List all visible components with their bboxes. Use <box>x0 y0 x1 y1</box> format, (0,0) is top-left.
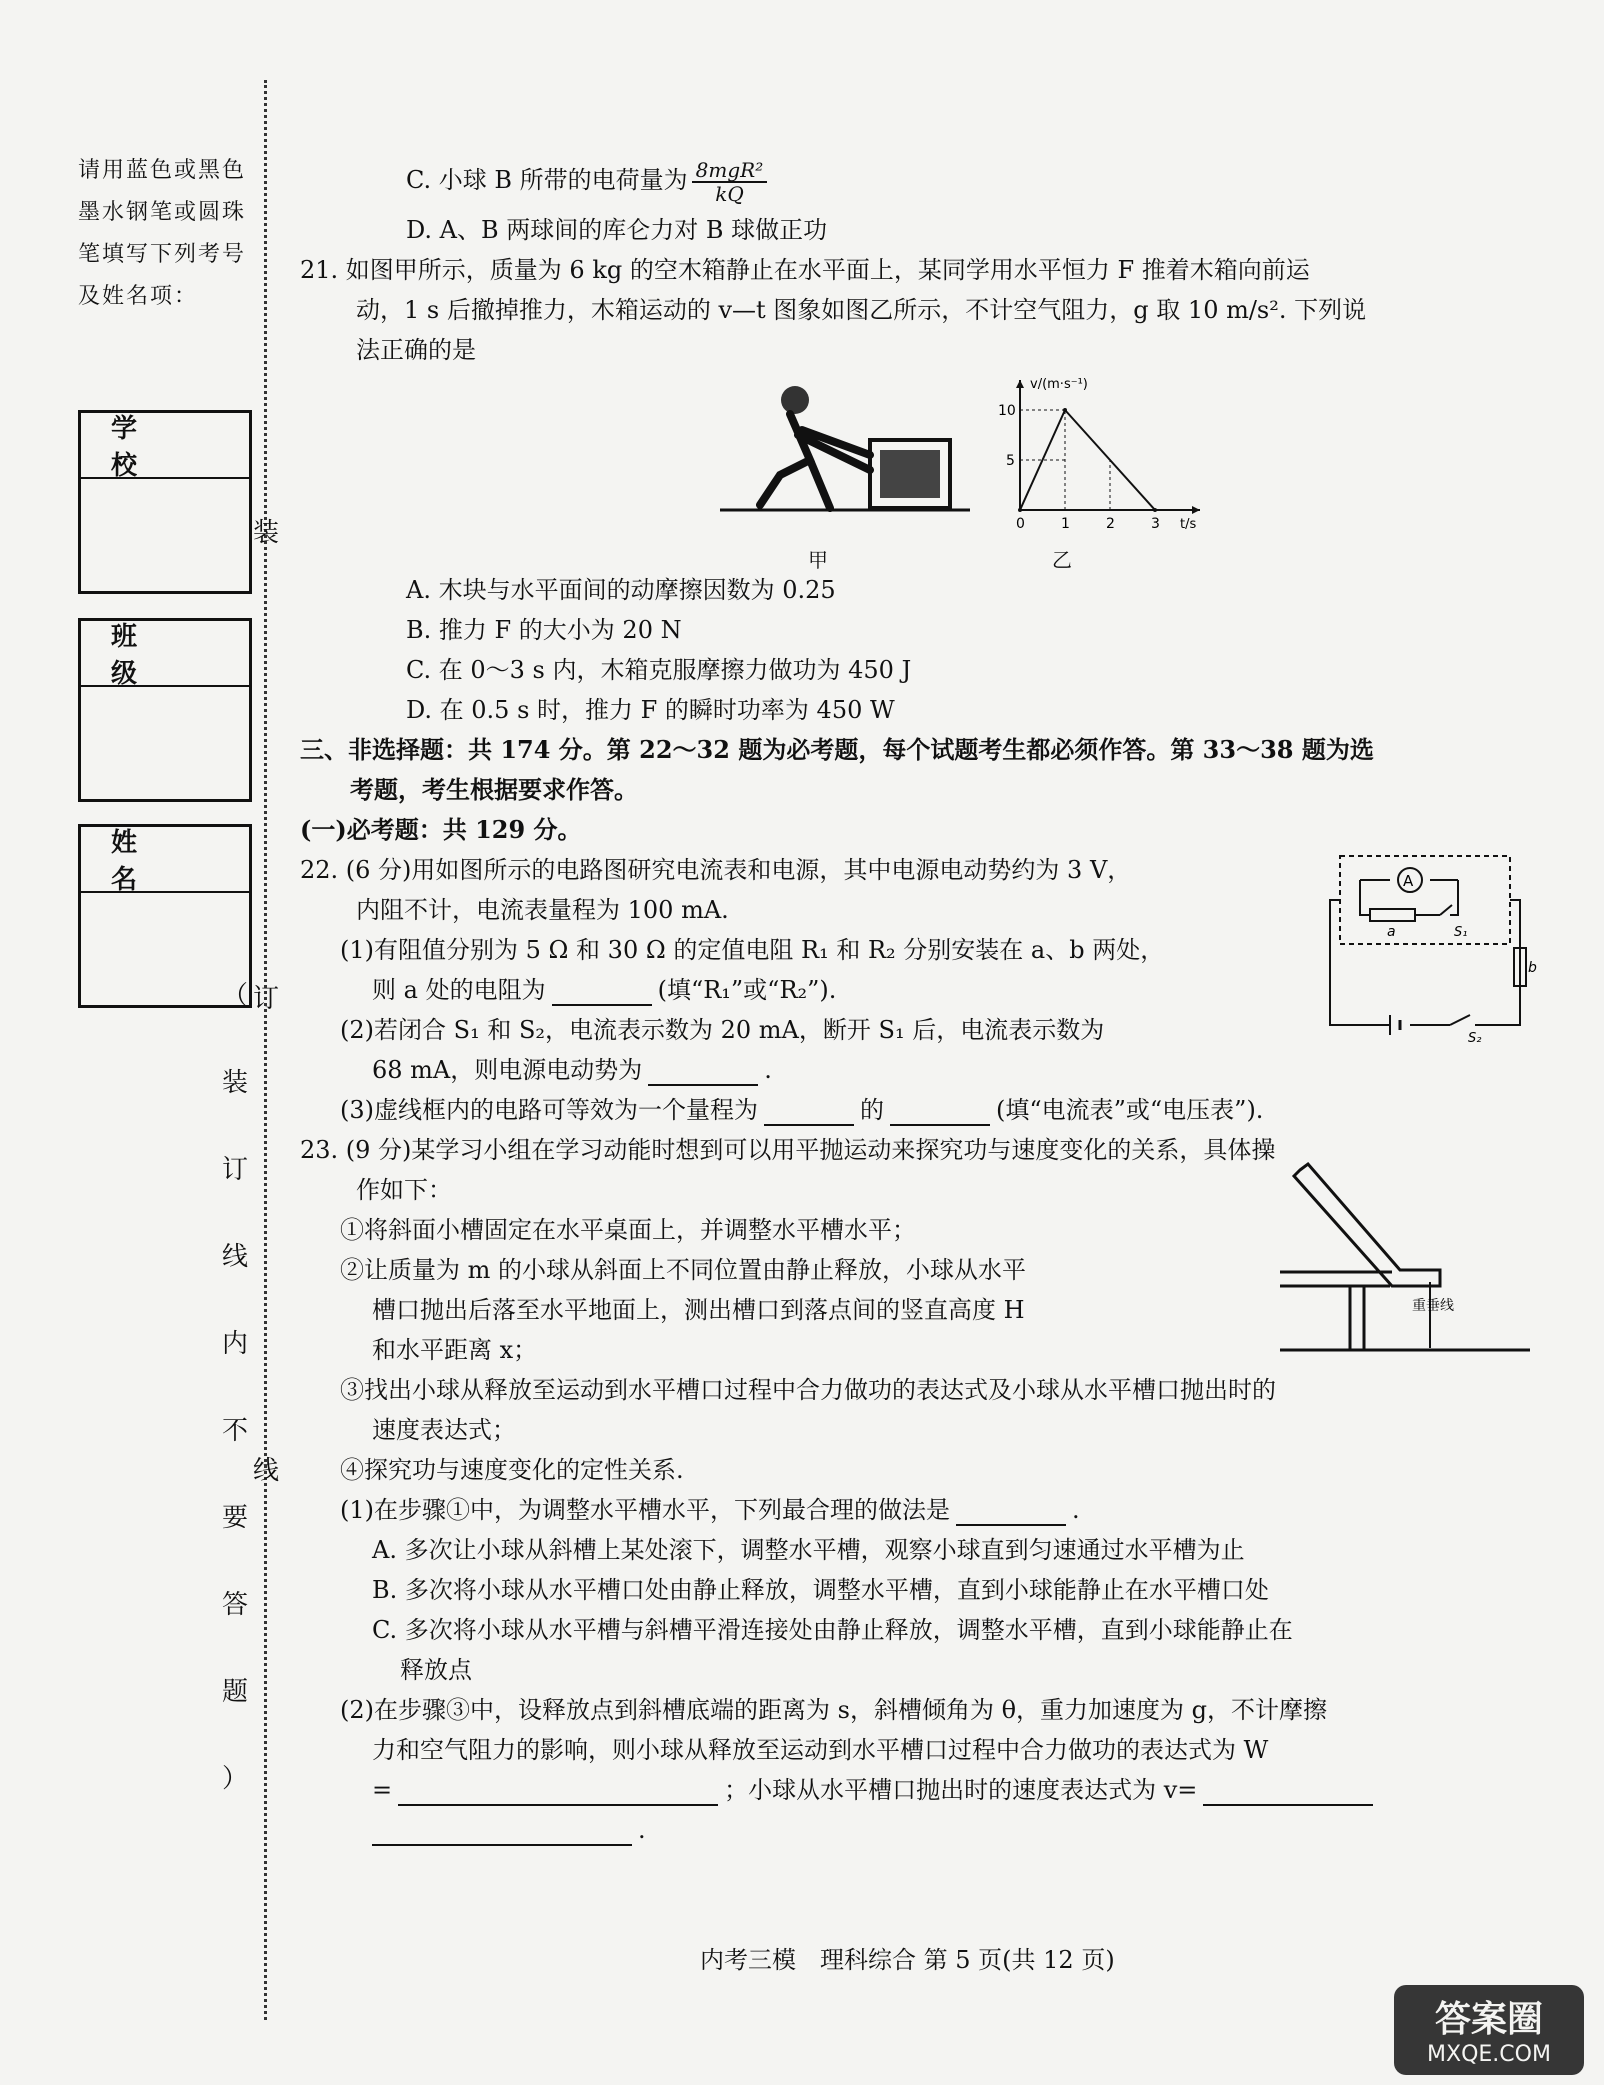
q23-apparatus-diagram <box>1280 1160 1530 1360</box>
warning-char: 装 <box>221 1068 248 1098</box>
q21-line: 法正确的是 <box>356 336 476 364</box>
switch-s2-icon <box>1450 1015 1470 1025</box>
q21-option-c: C. 在 0～3 s 内，木箱克服摩擦力做功为 450 J <box>406 656 912 684</box>
answer-blank[interactable] <box>648 1058 758 1086</box>
q23-step: ③找出小球从释放至运动到水平槽口过程中合力做功的表达式及小球从水平槽口抛出时的 <box>340 1376 1276 1404</box>
q23-step: ②让质量为 m 的小球从斜面上不同位置由静止释放，小球从水平 <box>340 1256 1027 1284</box>
q22-circuit-diagram <box>1330 850 1537 1046</box>
svg-text:b: b <box>1528 960 1537 976</box>
q23-step: ①将斜面小槽固定在水平桌面上，并调整水平槽水平； <box>340 1216 916 1244</box>
section3-heading: 考题，考生根据要求作答。 <box>350 775 638 804</box>
q21-line: 动，1 s 后撤掉推力，木箱运动的 v—t 图象如图乙所示，不计空气阻力，g 取 10 m/s². 下列说 <box>356 296 1367 324</box>
answer-blank[interactable] <box>1203 1778 1373 1806</box>
fraction-numerator: 8mgR² <box>692 159 768 183</box>
school-label: 学 校 <box>81 413 249 479</box>
q22-line: 内阻不计，电流表量程为 100 mA. <box>356 896 729 924</box>
q23-line: 23. (9 分)某学习小组在学习动能时想到可以用平抛运动来探究功与速度变化的关系，具体操 <box>300 1136 1276 1164</box>
y-tick-label: 10 <box>998 403 1016 419</box>
q23-line: 作如下： <box>356 1176 452 1204</box>
warning-char: 不 <box>221 1416 248 1446</box>
page-footer: 内考三模 理科综合 第 5 页(共 12 页) <box>700 1946 1115 1974</box>
answer-blank[interactable] <box>764 1098 854 1126</box>
warning-char: 订 <box>221 1155 248 1185</box>
velocity-point <box>1018 508 1022 512</box>
svg-text:A: A <box>1403 872 1414 890</box>
answer-blank[interactable] <box>372 1818 632 1846</box>
q23-part2: = ；小球从水平槽口抛出时的速度表达式为 v= <box>300 1770 1530 1810</box>
fraction-denominator: kQ <box>715 181 744 206</box>
charge-fraction <box>692 159 768 205</box>
q23-option-c: C. 多次将小球从水平槽与斜槽平滑连接处由静止释放，调整水平槽，直到小球能静止在 <box>372 1616 1293 1644</box>
school-field[interactable] <box>81 479 249 591</box>
binding-char: 线 <box>253 1456 280 1486</box>
q23-part2: 力和空气阻力的影响，则小球从释放至运动到水平槽口过程中合力做功的表达式为 W <box>372 1736 1269 1764</box>
warning-char: 答 <box>221 1590 248 1620</box>
class-field[interactable] <box>81 687 249 799</box>
q22-line: (2)若闭合 S₁ 和 S₂，电流表示数为 20 mA，断开 S₁ 后，电流表示数为 <box>340 1016 1105 1044</box>
q23-step: 速度表达式； <box>372 1416 516 1444</box>
y-axis-label: v/(m·s⁻¹) <box>1030 377 1088 392</box>
question-area <box>300 150 1537 1850</box>
svg-text:S₂: S₂ <box>1468 1031 1482 1046</box>
velocity-point <box>1153 508 1157 512</box>
plumb-line-label: 重垂线 <box>1412 1298 1454 1314</box>
vertical-warning <box>215 975 255 1845</box>
q23-part1: (1)在步骤①中，为调整水平槽水平，下列最合理的做法是 . <box>340 1496 1080 1524</box>
instruction-line: 请用蓝色或黑色 <box>78 158 247 183</box>
q22 <box>300 850 1537 1130</box>
x-axis-label: t/s <box>1180 517 1197 532</box>
x-tick-label: 2 <box>1106 516 1115 532</box>
q22-line: 68 mA，则电源电动势为 . <box>372 1056 772 1084</box>
q23-option-a: A. 多次让小球从斜槽上某处滚下，调整水平槽，观察小球直到匀速通过水平槽为止 <box>372 1536 1245 1564</box>
q21-figures <box>300 370 1530 570</box>
class-label: 班 级 <box>81 621 249 687</box>
q22-line: 22. (6 分)用如图所示的电路图研究电流表和电源，其中电源电动势约为 3 V， <box>300 856 1132 884</box>
instruction-line: 墨水钢笔或圆珠 <box>78 200 247 225</box>
q23-option-b: B. 多次将小球从水平槽口处由静止释放，调整水平槽，直到小球能静止在水平槽口处 <box>372 1576 1269 1604</box>
warning-char: 题 <box>221 1677 248 1707</box>
warning-char: 内 <box>221 1329 248 1359</box>
velocity-point <box>1063 408 1067 412</box>
school-box <box>78 410 252 594</box>
y-tick-label: 5 <box>1006 453 1015 469</box>
answer-blank[interactable] <box>398 1778 718 1806</box>
warning-char: 要 <box>221 1503 248 1533</box>
watermark-logo: 答案圈 MXQE.COM <box>1394 1985 1584 2075</box>
binding-line <box>264 80 267 2020</box>
q23-part2: . <box>300 1810 1530 1850</box>
q21-line: 21. 如图甲所示，质量为 6 kg 的空木箱静止在水平面上，某同学用水平恒力 F 推着木箱向前运 <box>300 256 1310 284</box>
q20-option-c: C. 小球 B 所带的电荷量为 $\frac{\text{8mgR²}}{kQ}$ <box>300 150 1530 210</box>
q23-step: 槽口抛出后落至水平地面上，测出槽口到落点间的竖直高度 H <box>372 1296 1025 1324</box>
figure-jia <box>720 380 980 530</box>
svg-text:a: a <box>1387 924 1396 940</box>
q20-option-d: D. A、B 两球间的库仑力对 B 球做正功 <box>406 216 828 244</box>
figure-jia-label: 甲 <box>808 548 828 572</box>
q23 <box>300 1130 1530 1850</box>
svg-text:S₁: S₁ <box>1454 925 1468 940</box>
class-box <box>78 618 252 802</box>
section3-heading: 三、非选择题：共 174 分。第 22～32 题为必考题，每个试题考生都必须作答。第 33～38 题为选 <box>300 735 1374 764</box>
instruction-line: 笔填写下列考号 <box>78 242 247 267</box>
q23-part2: (2)在步骤③中，设释放点到斜槽底端的距离为 s，斜槽倾角为 θ，重力加速度为 g，不计摩擦 <box>340 1696 1328 1724</box>
answer-blank[interactable] <box>956 1498 1066 1526</box>
switch-s1-icon <box>1440 905 1452 915</box>
q21-option-a: A. 木块与水平面间的动摩擦因数为 0.25 <box>406 576 836 604</box>
q22-line: (3)虚线框内的电路可等效为一个量程为 的 (填“电流表”或“电压表”). <box>340 1096 1264 1124</box>
warning-char: （ <box>221 981 248 1011</box>
resistor-a-icon <box>1370 909 1415 921</box>
q22-line: 则 a 处的电阻为 (填“R₁”或“R₂”). <box>372 976 837 1004</box>
instruction-line: 及姓名项： <box>78 284 199 309</box>
q23-option-c: 释放点 <box>400 1656 472 1684</box>
figure-yi-vt-graph <box>980 370 1210 530</box>
name-label: 姓 名 <box>81 827 249 893</box>
section3-sub: (一)必考题：共 129 分。 <box>300 815 582 844</box>
x-tick-label: 0 <box>1016 516 1025 532</box>
answer-blank[interactable] <box>890 1098 990 1126</box>
answer-blank[interactable] <box>552 978 652 1006</box>
x-tick-label: 1 <box>1061 516 1070 532</box>
q21-option-b: B. 推力 F 的大小为 20 N <box>406 616 682 644</box>
binding-char: 装 <box>253 518 280 548</box>
q21-option-d: D. 在 0.5 s 时，推力 F 的瞬时功率为 450 W <box>406 696 895 724</box>
figure-yi-label: 乙 <box>1052 548 1072 572</box>
instruction-note <box>78 150 248 318</box>
q23-step: 和水平距离 x； <box>372 1336 538 1364</box>
x-tick-label: 3 <box>1151 516 1160 532</box>
warning-char: ） <box>221 1764 248 1794</box>
binding-char: 订 <box>253 984 280 1014</box>
q22-line: (1)有阻值分别为 5 Ω 和 30 Ω 的定值电阻 R₁ 和 R₂ 分别安装在 a、b 两处， <box>340 936 1165 964</box>
q23-step: ④探究功与速度变化的定性关系. <box>340 1456 684 1484</box>
warning-char: 线 <box>221 1242 248 1272</box>
